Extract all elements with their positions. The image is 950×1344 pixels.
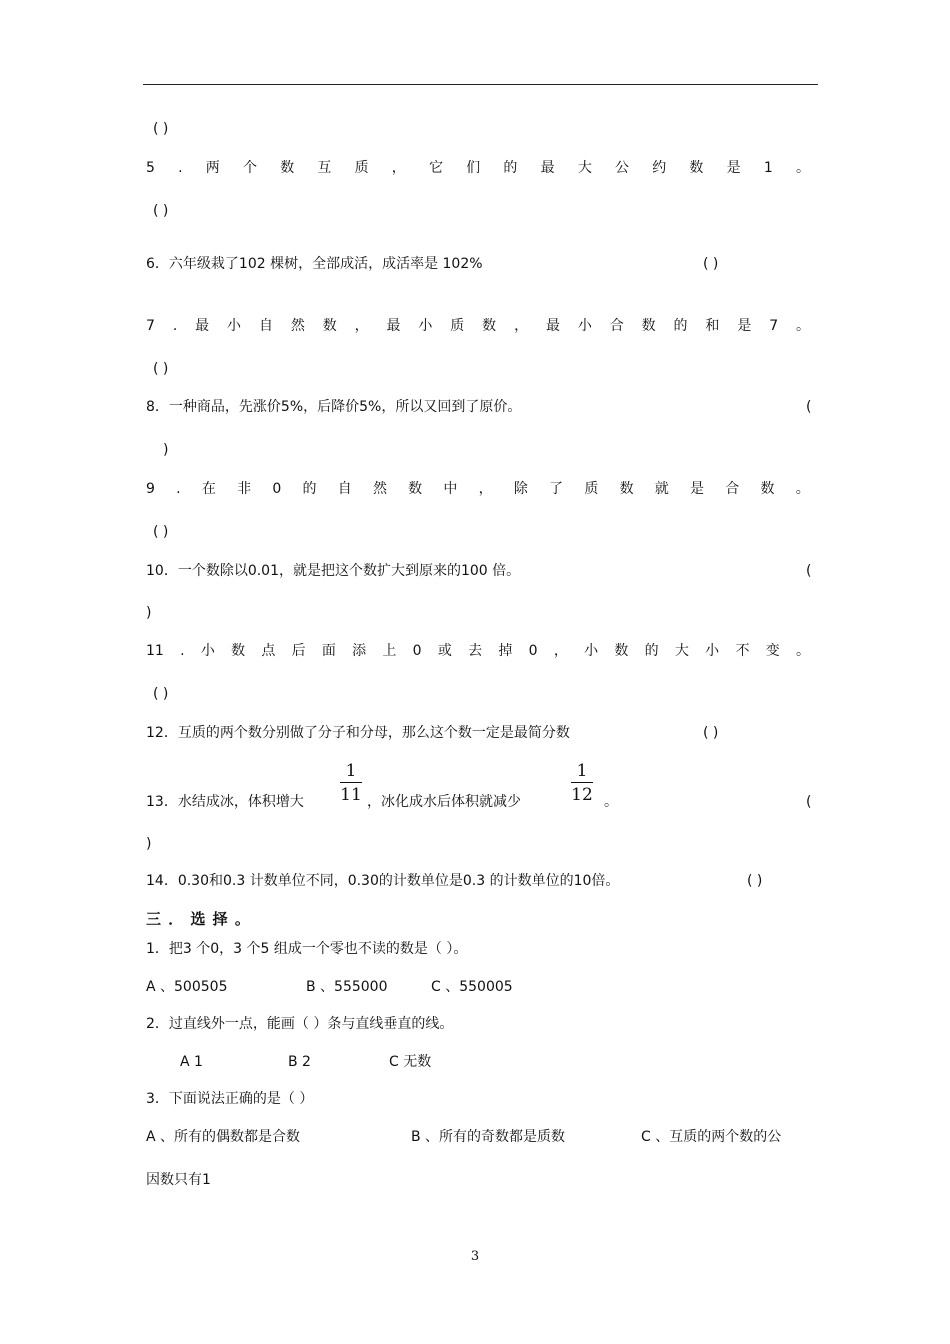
q12-answer-paren: ( ): [703, 725, 719, 741]
question-11: [146, 641, 810, 661]
q11-char: .: [180, 643, 185, 659]
q7-char: 自: [258, 318, 273, 334]
question-14: 14．0.30和0.3 计数单位不同，0.30的计数单位是0.3 的计数单位的10倍。: [146, 873, 620, 889]
q11-char: 掉: [498, 643, 513, 659]
question-6: 6．六年级栽了102 棵树，全部成活，成活率是 102%: [146, 256, 483, 272]
fraction-numerator: 1: [345, 761, 357, 781]
q5-char: 数: [689, 160, 704, 176]
q11-char: 不: [735, 643, 750, 659]
q9-char: 数: [619, 481, 634, 497]
q9-char: 数: [760, 481, 775, 497]
choice-question-3: 3．下面说法正确的是（ ）: [146, 1091, 314, 1107]
q7-char: 数: [641, 318, 656, 334]
q5-char: ，: [391, 160, 406, 176]
q11-char: 11: [146, 643, 164, 659]
choice-question-2: 2．过直线外一点，能画（ ）条与直线垂直的线。: [146, 1016, 454, 1032]
question-5: [146, 158, 810, 178]
question-10: 10．一个数除以0.01，就是把这个数扩大到原来的100 倍。: [146, 563, 521, 579]
c2-option-a: A 1: [180, 1054, 203, 1070]
q9-char: 的: [302, 481, 317, 497]
q5-char: 大: [577, 160, 592, 176]
q9-char: 非: [237, 481, 252, 497]
question-13-text-b: ，冰化成水后体积就减少: [367, 794, 521, 810]
q11-answer-paren: ( ): [153, 686, 169, 702]
q5-char: 质: [354, 160, 369, 176]
q13-paren-close: ): [146, 836, 152, 852]
header-rule: [143, 84, 818, 85]
q5-char: 最: [540, 160, 555, 176]
q5-char: .: [178, 160, 183, 176]
q7-char: 然: [290, 318, 305, 334]
q13-paren-open: (: [806, 794, 812, 810]
q5-char: 5: [146, 160, 155, 176]
q9-char: 数: [408, 481, 423, 497]
fraction-1-11: [340, 761, 362, 805]
c3-option-b: B 、所有的奇数都是质数: [411, 1129, 566, 1145]
q7-char: 数: [482, 318, 497, 334]
q7-char: ，: [514, 318, 529, 334]
q7-char: 最: [195, 318, 210, 334]
q9-char: 。: [795, 481, 810, 497]
question-13-text-c: 。: [604, 794, 618, 810]
q5-char: 。: [795, 160, 810, 176]
q4-answer-paren: ( ): [153, 121, 169, 137]
q5-char: 互: [317, 160, 332, 176]
q11-char: 数: [614, 643, 629, 659]
q9-char: 了: [549, 481, 564, 497]
q11-char: 0: [528, 643, 538, 659]
q9-char: 除: [513, 481, 528, 497]
q11-char: 数: [231, 643, 246, 659]
q11-char: 小: [705, 643, 720, 659]
question-13-text-a: 13．水结成冰，体积增大: [146, 794, 304, 810]
q11-char: 的: [644, 643, 659, 659]
q11-char: 点: [261, 643, 276, 659]
q7-char: 数: [322, 318, 337, 334]
q7-char: 合: [609, 318, 624, 334]
q11-char: 添: [352, 643, 367, 659]
q11-char: 去: [468, 643, 483, 659]
q5-char: 是: [726, 160, 741, 176]
choice-question-1: 1．把3 个0，3 个5 组成一个零也不读的数是（ ）。: [146, 941, 468, 957]
q9-char: 然: [372, 481, 387, 497]
q9-char: 0: [272, 481, 282, 497]
q9-char: 是: [690, 481, 705, 497]
q11-char: 上: [382, 643, 397, 659]
q6-answer-paren: ( ): [703, 256, 719, 272]
q7-char: 质: [450, 318, 465, 334]
q11-char: 小: [200, 643, 215, 659]
q7-char: .: [172, 318, 178, 334]
c3-option-c-continued: 因数只有1: [146, 1172, 211, 1188]
q5-answer-paren: ( ): [153, 203, 169, 219]
q7-char: 。: [796, 318, 810, 334]
q5-char: 两: [205, 160, 220, 176]
q7-char: 小: [418, 318, 433, 334]
q5-char: 们: [466, 160, 481, 176]
q11-char: 0: [412, 643, 422, 659]
q8-paren-open: (: [806, 399, 812, 415]
q5-char: 的: [503, 160, 518, 176]
q10-paren-open: (: [806, 563, 812, 579]
q7-char: 小: [227, 318, 242, 334]
q9-char: 合: [725, 481, 740, 497]
q7-char: 和: [705, 318, 720, 334]
q9-char: 在: [201, 481, 216, 497]
fraction-numerator: 1: [576, 761, 588, 781]
q9-char: .: [176, 481, 181, 497]
q7-char: 的: [673, 318, 688, 334]
q7-char: 最: [386, 318, 401, 334]
q11-char: ，: [553, 643, 568, 659]
q11-char: 大: [674, 643, 689, 659]
q9-char: 中: [443, 481, 458, 497]
q9-char: 质: [584, 481, 599, 497]
q10-paren-close: ): [146, 605, 152, 621]
q7-char: 最: [545, 318, 560, 334]
q9-answer-paren: ( ): [153, 524, 169, 540]
q11-char: 或: [437, 643, 452, 659]
q9-char: ，: [478, 481, 493, 497]
c2-option-b: B 2: [288, 1054, 311, 1070]
q14-answer-paren: ( ): [747, 873, 763, 889]
fraction-denominator: 11: [340, 785, 362, 805]
q11-char: 。: [795, 643, 810, 659]
c3-option-c: C 、互质的两个数的公: [641, 1129, 782, 1145]
q7-char: 7: [146, 318, 155, 334]
q5-char: 数: [280, 160, 295, 176]
q5-char: 它: [429, 160, 443, 176]
q11-char: 小: [584, 643, 599, 659]
c1-option-b: B 、555000: [306, 979, 388, 995]
c2-option-c: C 无数: [389, 1054, 432, 1070]
q5-char: 约: [652, 160, 667, 176]
c3-option-a: A 、所有的偶数都是合数: [146, 1129, 301, 1145]
q11-char: 变: [765, 643, 780, 659]
q7-char: 是: [737, 318, 752, 334]
c1-option-c: C 、550005: [431, 979, 513, 995]
q9-char: 就: [654, 481, 669, 497]
question-12: 12．互质的两个数分别做了分子和分母，那么这个数一定是最简分数: [146, 725, 570, 741]
q7-char: 7: [769, 318, 779, 334]
question-8: 8．一种商品，先涨价5%，后降价5%，所以又回到了原价。: [146, 399, 522, 415]
q7-answer-paren: ( ): [153, 361, 169, 377]
page-number: 3: [470, 1249, 480, 1264]
q5-char: 1: [763, 160, 773, 176]
q11-char: 面: [321, 643, 336, 659]
q7-char: 小: [577, 318, 592, 334]
q5-char: 个: [242, 160, 257, 176]
q8-paren-close: ): [163, 442, 169, 458]
q7-char: ，: [354, 318, 369, 334]
q9-char: 自: [337, 481, 352, 497]
question-9: [146, 479, 810, 499]
q11-char: 后: [291, 643, 306, 659]
section-3-heading: 三 ． 选 择 。: [146, 910, 251, 928]
fraction-denominator: 12: [571, 785, 593, 805]
fraction-1-12: [571, 761, 593, 805]
c1-option-a: A 、500505: [146, 979, 228, 995]
q5-char: 公: [615, 160, 630, 176]
question-7: [146, 316, 810, 336]
q9-char: 9: [146, 481, 155, 497]
